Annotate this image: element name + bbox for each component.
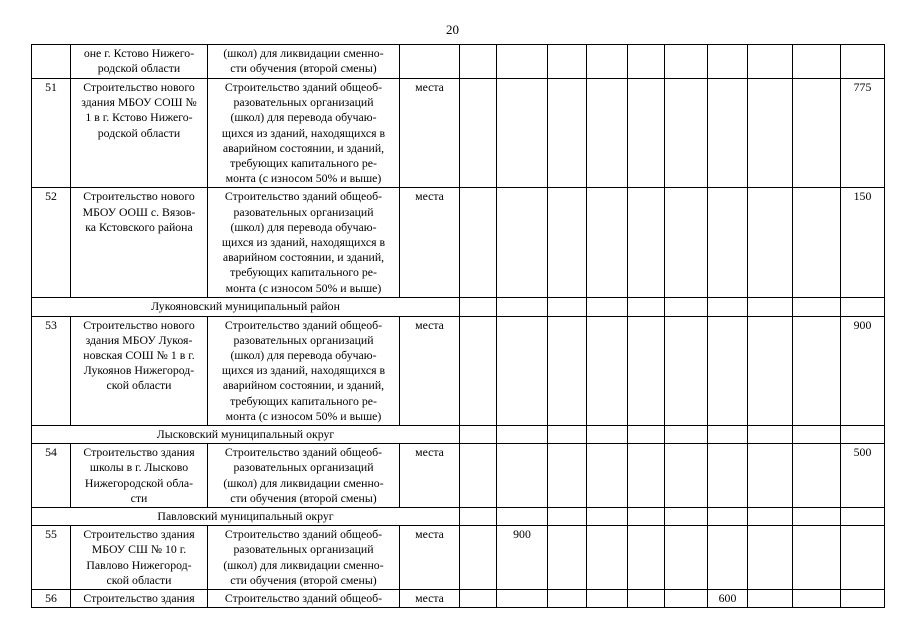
value-cell bbox=[793, 45, 841, 79]
value-cell: 900 bbox=[841, 316, 885, 425]
row-number: 53 bbox=[32, 316, 71, 425]
value-cell bbox=[548, 590, 587, 608]
object-description: Строительство зданий общеоб- разовательных организаций (школ) для ликвидации сменно- сти обучения (второй смены) bbox=[208, 526, 400, 590]
value-cell bbox=[460, 508, 497, 526]
value-cell bbox=[628, 526, 665, 590]
section-row bbox=[32, 298, 885, 316]
value-cell bbox=[793, 298, 841, 316]
value-cell: 600 bbox=[708, 590, 748, 608]
value-cell bbox=[841, 508, 885, 526]
value-cell bbox=[665, 79, 708, 188]
value-cell bbox=[460, 79, 497, 188]
value-cell bbox=[748, 508, 793, 526]
table-row bbox=[32, 79, 885, 188]
value-cell bbox=[793, 590, 841, 608]
section-title: Павловский муниципальный округ bbox=[32, 508, 460, 526]
value-cell bbox=[587, 298, 628, 316]
row-number: 52 bbox=[32, 188, 71, 298]
value-cell bbox=[841, 426, 885, 444]
value-cell bbox=[708, 426, 748, 444]
object-name: Строительство здания школы в г. Лысково Нижегородской обла- сти bbox=[71, 444, 208, 508]
value-cell bbox=[665, 316, 708, 425]
value-cell bbox=[665, 444, 708, 508]
value-cell bbox=[665, 298, 708, 316]
row-number: 55 bbox=[32, 526, 71, 590]
value-cell bbox=[628, 426, 665, 444]
value-cell: 900 bbox=[497, 526, 548, 590]
unit-cell: места bbox=[400, 79, 460, 188]
value-cell bbox=[748, 45, 793, 79]
value-cell bbox=[793, 444, 841, 508]
value-cell bbox=[708, 188, 748, 298]
unit-cell bbox=[400, 45, 460, 79]
value-cell bbox=[587, 45, 628, 79]
row-number bbox=[32, 45, 71, 79]
value-cell bbox=[748, 526, 793, 590]
value-cell bbox=[628, 316, 665, 425]
value-cell bbox=[708, 526, 748, 590]
value-cell bbox=[708, 298, 748, 316]
value-cell bbox=[841, 526, 885, 590]
value-cell bbox=[548, 526, 587, 590]
value-cell bbox=[587, 316, 628, 425]
value-cell bbox=[587, 426, 628, 444]
value-cell bbox=[665, 45, 708, 79]
value-cell bbox=[665, 426, 708, 444]
value-cell bbox=[548, 426, 587, 444]
value-cell bbox=[841, 298, 885, 316]
value-cell bbox=[665, 508, 708, 526]
page-number: 20 bbox=[446, 22, 459, 37]
value-cell bbox=[460, 188, 497, 298]
value-cell bbox=[665, 526, 708, 590]
object-name: оне г. Кстово Нижего- родской области bbox=[71, 45, 208, 79]
value-cell bbox=[587, 526, 628, 590]
value-cell bbox=[628, 298, 665, 316]
value-cell bbox=[748, 298, 793, 316]
value-cell bbox=[793, 316, 841, 425]
table-row bbox=[32, 188, 885, 298]
value-cell bbox=[793, 526, 841, 590]
unit-cell: места bbox=[400, 590, 460, 608]
unit-cell: места bbox=[400, 316, 460, 425]
object-description: Строительство зданий общеоб- разовательных организаций (школ) для перевода обучаю- щихся из зданий, находящихся в аварийном состоянии, и зданий, требующих капитального ре- монта (с износом 50% и выше) bbox=[208, 316, 400, 425]
value-cell bbox=[587, 508, 628, 526]
value-cell bbox=[708, 508, 748, 526]
value-cell bbox=[708, 79, 748, 188]
object-name: Строительство нового здания МБОУ Лукоя- новская СОШ № 1 в г. Лукоянов Нижегород- ской области bbox=[71, 316, 208, 425]
value-cell bbox=[793, 188, 841, 298]
value-cell bbox=[748, 188, 793, 298]
value-cell bbox=[548, 298, 587, 316]
value-cell bbox=[793, 426, 841, 444]
value-cell bbox=[628, 590, 665, 608]
value-cell bbox=[841, 45, 885, 79]
value-cell bbox=[587, 590, 628, 608]
value-cell bbox=[748, 79, 793, 188]
value-cell bbox=[587, 79, 628, 188]
value-cell bbox=[548, 316, 587, 425]
value-cell bbox=[460, 590, 497, 608]
value-cell bbox=[748, 590, 793, 608]
row-number: 54 bbox=[32, 444, 71, 508]
value-cell bbox=[628, 79, 665, 188]
row-number: 51 bbox=[32, 79, 71, 188]
value-cell bbox=[497, 298, 548, 316]
value-cell bbox=[793, 79, 841, 188]
value-cell bbox=[497, 79, 548, 188]
value-cell: 500 bbox=[841, 444, 885, 508]
table-row bbox=[32, 444, 885, 508]
object-name: Строительство нового здания МБОУ СОШ № 1 в г. Кстово Нижего- родской области bbox=[71, 79, 208, 188]
value-cell bbox=[497, 590, 548, 608]
table-row bbox=[32, 590, 885, 608]
value-cell bbox=[497, 444, 548, 508]
value-cell bbox=[460, 316, 497, 425]
value-cell: 150 bbox=[841, 188, 885, 298]
section-row bbox=[32, 426, 885, 444]
value-cell bbox=[497, 426, 548, 444]
object-description: Строительство зданий общеоб- разовательных организаций (школ) для перевода обучаю- щихся из зданий, находящихся в аварийном состоянии, и зданий, требующих капитального ре- монта (с износом 50% и выше) bbox=[208, 79, 400, 188]
object-name: Строительство нового МБОУ ООШ с. Вязов- ка Кстовского района bbox=[71, 188, 208, 298]
value-cell bbox=[587, 444, 628, 508]
value-cell bbox=[748, 316, 793, 425]
value-cell bbox=[628, 45, 665, 79]
value-cell bbox=[628, 444, 665, 508]
value-cell bbox=[628, 188, 665, 298]
section-row bbox=[32, 508, 885, 526]
value-cell bbox=[548, 444, 587, 508]
table-row bbox=[32, 45, 885, 79]
value-cell bbox=[548, 508, 587, 526]
value-cell bbox=[460, 526, 497, 590]
unit-cell: места bbox=[400, 444, 460, 508]
value-cell bbox=[497, 316, 548, 425]
object-description: (школ) для ликвидации сменно- сти обучения (второй смены) bbox=[208, 45, 400, 79]
value-cell bbox=[497, 188, 548, 298]
value-cell bbox=[548, 188, 587, 298]
row-number: 56 bbox=[32, 590, 71, 608]
object-name: Строительство здания bbox=[71, 590, 208, 608]
value-cell bbox=[460, 426, 497, 444]
section-title: Лукояновский муниципальный район bbox=[32, 298, 460, 316]
unit-cell: места bbox=[400, 188, 460, 298]
value-cell bbox=[497, 508, 548, 526]
value-cell bbox=[748, 444, 793, 508]
value-cell bbox=[841, 590, 885, 608]
value-cell bbox=[628, 508, 665, 526]
value-cell bbox=[708, 444, 748, 508]
object-name: Строительство здания МБОУ СШ № 10 г. Павлово Нижегород- ской области bbox=[71, 526, 208, 590]
value-cell: 775 bbox=[841, 79, 885, 188]
value-cell bbox=[708, 316, 748, 425]
table-row bbox=[32, 526, 885, 590]
value-cell bbox=[665, 188, 708, 298]
value-cell bbox=[708, 45, 748, 79]
value-cell bbox=[497, 45, 548, 79]
value-cell bbox=[793, 508, 841, 526]
value-cell bbox=[460, 444, 497, 508]
value-cell bbox=[748, 426, 793, 444]
value-cell bbox=[665, 590, 708, 608]
table-row bbox=[32, 316, 885, 425]
value-cell bbox=[548, 45, 587, 79]
unit-cell: места bbox=[400, 526, 460, 590]
object-description: Строительство зданий общеоб- разовательных организаций (школ) для перевода обучаю- щихся из зданий, находящихся в аварийном состоянии, и зданий, требующих капитального ре- монта (с износом 50% и выше) bbox=[208, 188, 400, 298]
value-cell bbox=[460, 298, 497, 316]
object-description: Строительство зданий общеоб- bbox=[208, 590, 400, 608]
program-table bbox=[31, 44, 885, 608]
value-cell bbox=[548, 79, 587, 188]
object-description: Строительство зданий общеоб- разовательных организаций (школ) для ликвидации сменно- сти обучения (второй смены) bbox=[208, 444, 400, 508]
value-cell bbox=[460, 45, 497, 79]
section-title: Лысковский муниципальный округ bbox=[32, 426, 460, 444]
value-cell bbox=[587, 188, 628, 298]
